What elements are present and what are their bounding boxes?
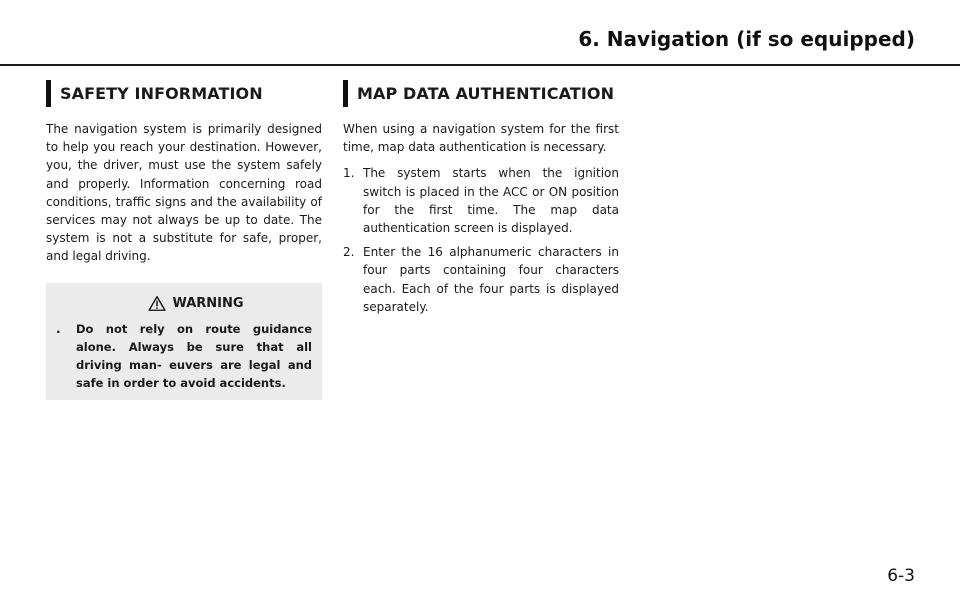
list-item (343, 243, 619, 316)
map-auth-steps (343, 164, 619, 316)
heading-marker (46, 80, 51, 107)
map-auth-intro: When using a navigation system for the first time, map data authentication is necessary. (343, 122, 619, 155)
warning-text: Do not rely on route guidance alone. Always be sure that all driving man- euvers are legal and safe in order to avoid accidents. (76, 321, 312, 391)
step-number: 2. (343, 245, 355, 260)
heading-marker (343, 80, 348, 107)
safety-information-section (46, 80, 322, 400)
warning-box (46, 283, 322, 401)
step-text: The system starts when the ignition switch is placed in the ACC or ON position for the first time. The map data authentication screen is displayed. (363, 166, 619, 236)
safety-heading (46, 80, 322, 107)
list-item (343, 164, 619, 237)
step-text: Enter the 16 alphanumeric characters in four parts containing four characters each. Each of the four parts is displayed separately. (363, 245, 619, 314)
warning-header (56, 295, 312, 312)
page-number: 6-3 (887, 566, 915, 586)
warning-triangle-icon (148, 295, 166, 312)
warning-list-item (56, 320, 312, 393)
map-data-authentication-section (343, 80, 619, 322)
header-divider (0, 64, 960, 66)
map-auth-heading (343, 80, 619, 107)
warning-bullet: . (56, 321, 61, 336)
map-auth-heading-text: MAP DATA AUTHENTICATION (357, 84, 615, 103)
safety-heading-text: SAFETY INFORMATION (60, 84, 263, 103)
chapter-title: 6. Navigation (if so equipped) (578, 27, 915, 51)
safety-body-text: The navigation system is primarily designed to help you reach your destination. However, you, the driver, must use the system safely and properly. Information concerning road conditions, traffic signs and the availability of services may not always be up to date. The system is not a substitute for safe, proper, and legal driving. (46, 122, 322, 264)
warning-title: WARNING (172, 295, 244, 311)
step-number: 1. (343, 166, 355, 181)
